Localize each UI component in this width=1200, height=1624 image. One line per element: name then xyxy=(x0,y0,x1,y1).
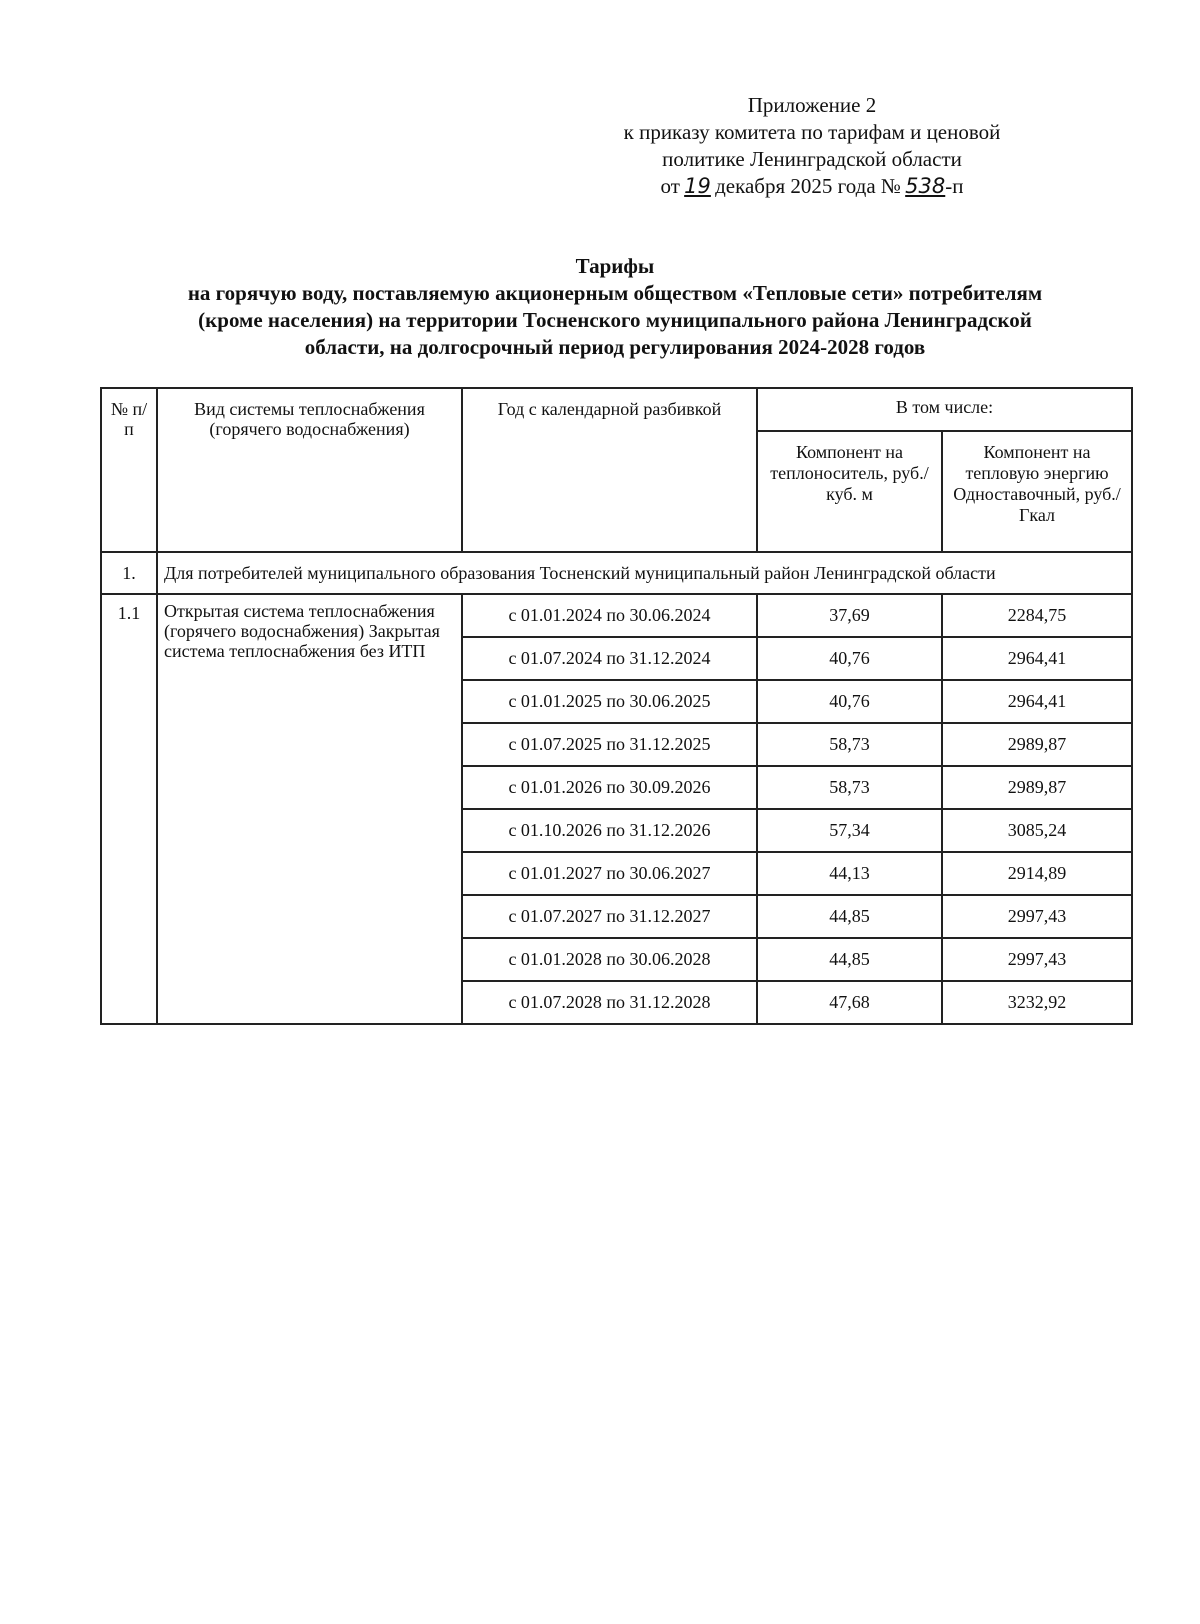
energy-value: 2284,75 xyxy=(942,594,1132,637)
tariffs-table xyxy=(100,387,1133,1025)
energy-value: 3232,92 xyxy=(942,981,1132,1024)
title-line-1: на горячую воду, поставляемую акционерным обществом «Тепловые сети» потребителям xyxy=(187,281,1043,305)
section-num: 1. xyxy=(101,552,157,594)
period-cell: с 01.07.2025 по 31.12.2025 xyxy=(462,723,757,766)
date-prefix: от xyxy=(660,174,680,198)
energy-value: 2914,89 xyxy=(942,852,1132,895)
group-num: 1.1 xyxy=(101,594,157,1024)
appendix-number: Приложение 2 xyxy=(747,93,877,117)
header-num: № п/п xyxy=(101,388,157,552)
energy-value: 2989,87 xyxy=(942,766,1132,809)
table-header-row xyxy=(101,388,1132,431)
appendix-header xyxy=(552,92,1072,200)
group-system-type: Открытая система теплоснабжения (горячего водоснабжения) Закрытая система теплоснабжения без ИТП xyxy=(157,594,462,1024)
handwritten-order-number: 538 xyxy=(905,174,946,198)
period-cell: с 01.01.2026 по 30.09.2026 xyxy=(462,766,757,809)
period-cell: с 01.01.2025 по 30.06.2025 xyxy=(462,680,757,723)
energy-value: 2989,87 xyxy=(942,723,1132,766)
carrier-value: 40,76 xyxy=(757,680,942,723)
carrier-value: 58,73 xyxy=(757,723,942,766)
carrier-value: 47,68 xyxy=(757,981,942,1024)
header-component-energy: Компонент на тепловую энергию Одноставочный, руб./Гкал xyxy=(942,431,1132,552)
energy-value: 2964,41 xyxy=(942,637,1132,680)
carrier-value: 57,34 xyxy=(757,809,942,852)
header-system-type: Вид системы теплоснабжения (горячего водоснабжения) xyxy=(157,388,462,552)
energy-value: 3085,24 xyxy=(942,809,1132,852)
appendix-date-line xyxy=(552,173,1072,200)
date-middle: декабря 2025 года № xyxy=(715,174,901,198)
header-period: Год с календарной разбивкой xyxy=(462,388,757,552)
header-component-carrier: Компонент на теплоноситель, руб./куб. м xyxy=(757,431,942,552)
handwritten-day: 19 xyxy=(684,174,711,198)
carrier-value: 40,76 xyxy=(757,637,942,680)
table-row xyxy=(101,594,1132,637)
energy-value: 2964,41 xyxy=(942,680,1132,723)
document-title xyxy=(100,253,1130,361)
title-line-2: (кроме населения) на территории Тосненского муниципального района Ленинградской xyxy=(198,308,1032,332)
appendix-committee: политике Ленинградской области xyxy=(662,147,962,171)
title-heading: Тарифы xyxy=(575,254,655,278)
period-cell: с 01.01.2024 по 30.06.2024 xyxy=(462,594,757,637)
order-suffix: -п xyxy=(945,174,964,198)
period-cell: с 01.07.2024 по 31.12.2024 xyxy=(462,637,757,680)
carrier-value: 37,69 xyxy=(757,594,942,637)
carrier-value: 44,85 xyxy=(757,895,942,938)
period-cell: с 01.01.2027 по 30.06.2027 xyxy=(462,852,757,895)
carrier-value: 44,85 xyxy=(757,938,942,981)
section-row xyxy=(101,552,1132,594)
appendix-order-ref: к приказу комитета по тарифам и ценовой xyxy=(623,120,1001,144)
period-cell: с 01.07.2027 по 31.12.2027 xyxy=(462,895,757,938)
carrier-value: 58,73 xyxy=(757,766,942,809)
period-cell: с 01.01.2028 по 30.06.2028 xyxy=(462,938,757,981)
energy-value: 2997,43 xyxy=(942,895,1132,938)
period-cell: с 01.10.2026 по 31.12.2026 xyxy=(462,809,757,852)
period-cell: с 01.07.2028 по 31.12.2028 xyxy=(462,981,757,1024)
energy-value: 2997,43 xyxy=(942,938,1132,981)
section-title: Для потребителей муниципального образования Тосненский муниципальный район Ленинградской области xyxy=(157,552,1132,594)
title-line-3: области, на долгосрочный период регулирования 2024-2028 годов xyxy=(304,335,926,359)
carrier-value: 44,13 xyxy=(757,852,942,895)
header-including: В том числе: xyxy=(757,388,1132,431)
